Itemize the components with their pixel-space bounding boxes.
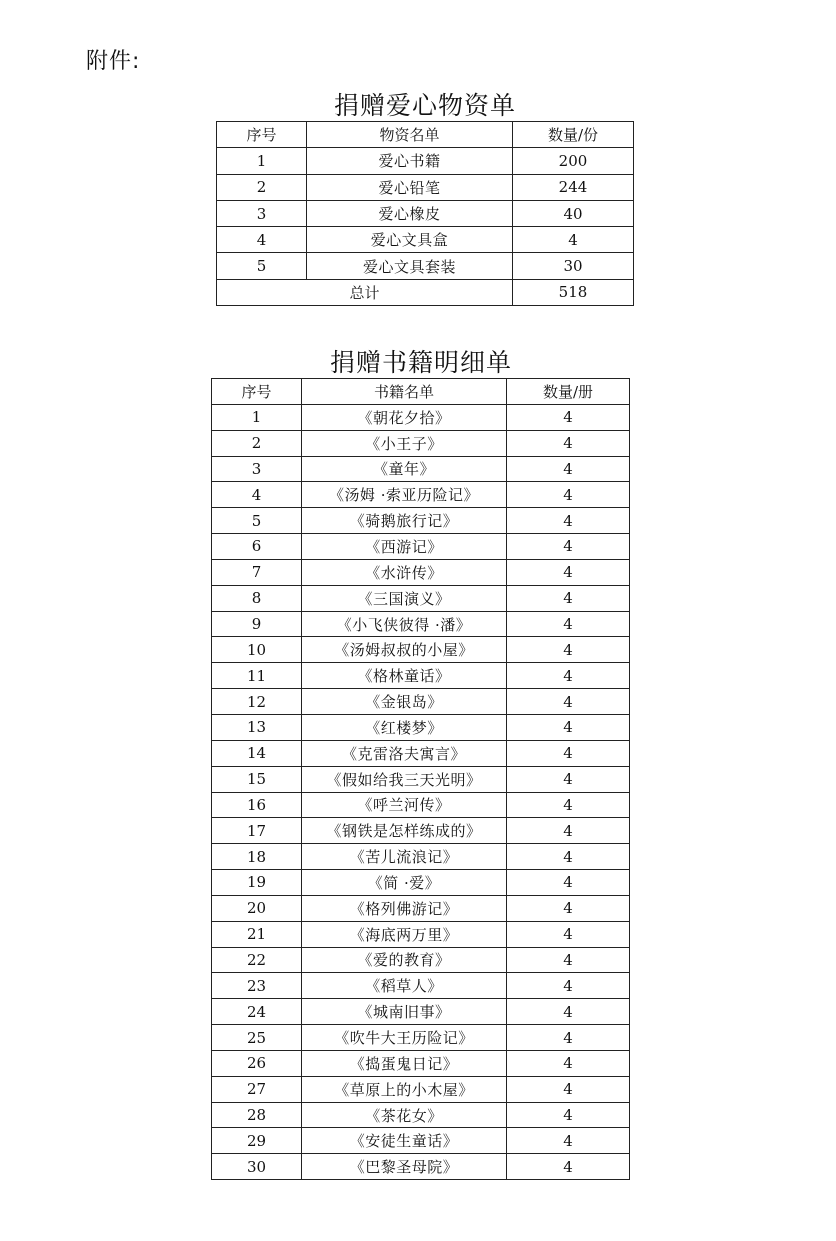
- item-quantity: 4: [507, 818, 630, 844]
- header-no: 序号: [217, 122, 307, 148]
- book-row: [212, 895, 630, 921]
- book-row: [212, 999, 630, 1025]
- item-quantity: 4: [507, 1154, 630, 1180]
- book-table: [211, 378, 630, 1180]
- row-number: 29: [212, 1128, 302, 1154]
- item-quantity: 4: [507, 895, 630, 921]
- row-number: 23: [212, 973, 302, 999]
- item-quantity: 200: [513, 148, 634, 174]
- item-name: 《小王子》: [302, 430, 507, 456]
- row-number: 1: [217, 148, 307, 174]
- item-name: 《西游记》: [302, 534, 507, 560]
- item-quantity: 244: [513, 174, 634, 200]
- item-quantity: 4: [507, 585, 630, 611]
- book-row: [212, 508, 630, 534]
- book-row: [212, 689, 630, 715]
- book-row: [212, 663, 630, 689]
- row-number: 28: [212, 1102, 302, 1128]
- book-row: [212, 740, 630, 766]
- item-quantity: 4: [507, 766, 630, 792]
- supply-list-title: 捐赠爱心物资单: [334, 91, 517, 120]
- item-name: 《汤姆 ·索亚历险记》: [302, 482, 507, 508]
- row-number: 6: [212, 534, 302, 560]
- item-quantity: 4: [507, 534, 630, 560]
- row-number: 24: [212, 999, 302, 1025]
- item-quantity: 4: [507, 870, 630, 896]
- item-name: 爱心铅笔: [307, 174, 513, 200]
- supply-total-row: [217, 279, 634, 305]
- supply-row: [217, 253, 634, 279]
- row-number: 1: [212, 404, 302, 430]
- supply-table-header-row: [217, 122, 634, 148]
- item-quantity: 4: [507, 1102, 630, 1128]
- item-quantity: 4: [507, 508, 630, 534]
- book-row: [212, 637, 630, 663]
- book-row: [212, 947, 630, 973]
- item-name: 《苦儿流浪记》: [302, 844, 507, 870]
- item-name: 《骑鹅旅行记》: [302, 508, 507, 534]
- item-quantity: 4: [507, 559, 630, 585]
- item-name: 《巴黎圣母院》: [302, 1154, 507, 1180]
- item-name: 《钢铁是怎样练成的》: [302, 818, 507, 844]
- header-name: 物资名单: [307, 122, 513, 148]
- total-label: 总计: [217, 279, 513, 305]
- item-quantity: 4: [507, 921, 630, 947]
- item-name: 《三国演义》: [302, 585, 507, 611]
- book-row: [212, 1102, 630, 1128]
- book-row: [212, 818, 630, 844]
- supply-table: [216, 121, 634, 306]
- item-quantity: 4: [507, 1050, 630, 1076]
- book-row: [212, 921, 630, 947]
- row-number: 4: [217, 227, 307, 253]
- book-row: [212, 844, 630, 870]
- book-row: [212, 714, 630, 740]
- item-name: 《假如给我三天光明》: [302, 766, 507, 792]
- row-number: 19: [212, 870, 302, 896]
- item-name: 《朝花夕拾》: [302, 404, 507, 430]
- row-number: 13: [212, 714, 302, 740]
- row-number: 30: [212, 1154, 302, 1180]
- book-row: [212, 870, 630, 896]
- item-quantity: 4: [507, 792, 630, 818]
- book-row: [212, 792, 630, 818]
- item-name: 《格列佛游记》: [302, 895, 507, 921]
- item-name: 《水浒传》: [302, 559, 507, 585]
- row-number: 22: [212, 947, 302, 973]
- item-name: 《小飞侠彼得 ·潘》: [302, 611, 507, 637]
- item-name: 《简 ·爱》: [302, 870, 507, 896]
- book-row: [212, 766, 630, 792]
- item-quantity: 4: [507, 611, 630, 637]
- book-table-header-row: [212, 379, 630, 405]
- item-name: 《草原上的小木屋》: [302, 1076, 507, 1102]
- row-number: 3: [217, 200, 307, 226]
- row-number: 21: [212, 921, 302, 947]
- item-name: 《金银岛》: [302, 689, 507, 715]
- item-quantity: 4: [507, 663, 630, 689]
- item-quantity: 4: [507, 1025, 630, 1051]
- item-quantity: 4: [513, 227, 634, 253]
- book-row: [212, 482, 630, 508]
- item-name: 爱心书籍: [307, 148, 513, 174]
- item-name: 爱心橡皮: [307, 200, 513, 226]
- total-value: 518: [513, 279, 634, 305]
- item-name: 《格林童话》: [302, 663, 507, 689]
- book-row: [212, 1050, 630, 1076]
- item-name: 爱心文具套装: [307, 253, 513, 279]
- item-name: 《城南旧事》: [302, 999, 507, 1025]
- header-qty: 数量/册: [507, 379, 630, 405]
- row-number: 9: [212, 611, 302, 637]
- item-quantity: 4: [507, 689, 630, 715]
- row-number: 8: [212, 585, 302, 611]
- item-name: 《捣蛋鬼日记》: [302, 1050, 507, 1076]
- item-name: 《稻草人》: [302, 973, 507, 999]
- row-number: 15: [212, 766, 302, 792]
- supply-row: [217, 174, 634, 200]
- item-name: 《吹牛大王历险记》: [302, 1025, 507, 1051]
- book-row: [212, 1154, 630, 1180]
- book-row: [212, 973, 630, 999]
- row-number: 10: [212, 637, 302, 663]
- row-number: 4: [212, 482, 302, 508]
- supply-row: [217, 148, 634, 174]
- item-name: 《爱的教育》: [302, 947, 507, 973]
- row-number: 7: [212, 559, 302, 585]
- item-name: 《童年》: [302, 456, 507, 482]
- item-quantity: 30: [513, 253, 634, 279]
- item-name: 《茶花女》: [302, 1102, 507, 1128]
- row-number: 18: [212, 844, 302, 870]
- supply-row: [217, 227, 634, 253]
- item-quantity: 4: [507, 404, 630, 430]
- item-quantity: 4: [507, 637, 630, 663]
- item-name: 《安徒生童话》: [302, 1128, 507, 1154]
- item-name: 《克雷洛夫寓言》: [302, 740, 507, 766]
- item-quantity: 40: [513, 200, 634, 226]
- book-row: [212, 456, 630, 482]
- book-row: [212, 1128, 630, 1154]
- item-quantity: 4: [507, 430, 630, 456]
- row-number: 5: [217, 253, 307, 279]
- item-quantity: 4: [507, 740, 630, 766]
- item-name: 《海底两万里》: [302, 921, 507, 947]
- book-row: [212, 1025, 630, 1051]
- item-name: 《红楼梦》: [302, 714, 507, 740]
- row-number: 27: [212, 1076, 302, 1102]
- item-quantity: 4: [507, 482, 630, 508]
- row-number: 20: [212, 895, 302, 921]
- row-number: 5: [212, 508, 302, 534]
- book-row: [212, 611, 630, 637]
- row-number: 2: [212, 430, 302, 456]
- row-number: 3: [212, 456, 302, 482]
- book-list-title: 捐赠书籍明细单: [330, 348, 513, 377]
- item-quantity: 4: [507, 844, 630, 870]
- book-row: [212, 585, 630, 611]
- item-name: 《呼兰河传》: [302, 792, 507, 818]
- row-number: 12: [212, 689, 302, 715]
- item-quantity: 4: [507, 1128, 630, 1154]
- item-quantity: 4: [507, 973, 630, 999]
- row-number: 11: [212, 663, 302, 689]
- header-qty: 数量/份: [513, 122, 634, 148]
- row-number: 17: [212, 818, 302, 844]
- header-name: 书籍名单: [302, 379, 507, 405]
- book-row: [212, 430, 630, 456]
- book-row: [212, 1076, 630, 1102]
- row-number: 25: [212, 1025, 302, 1051]
- item-quantity: 4: [507, 1076, 630, 1102]
- item-quantity: 4: [507, 456, 630, 482]
- item-quantity: 4: [507, 947, 630, 973]
- item-name: 爱心文具盒: [307, 227, 513, 253]
- item-quantity: 4: [507, 999, 630, 1025]
- item-quantity: 4: [507, 714, 630, 740]
- book-row: [212, 559, 630, 585]
- row-number: 14: [212, 740, 302, 766]
- row-number: 16: [212, 792, 302, 818]
- book-row: [212, 534, 630, 560]
- attachment-label: 附件:: [86, 49, 141, 74]
- book-row: [212, 404, 630, 430]
- item-name: 《汤姆叔叔的小屋》: [302, 637, 507, 663]
- row-number: 2: [217, 174, 307, 200]
- supply-row: [217, 200, 634, 226]
- row-number: 26: [212, 1050, 302, 1076]
- header-no: 序号: [212, 379, 302, 405]
